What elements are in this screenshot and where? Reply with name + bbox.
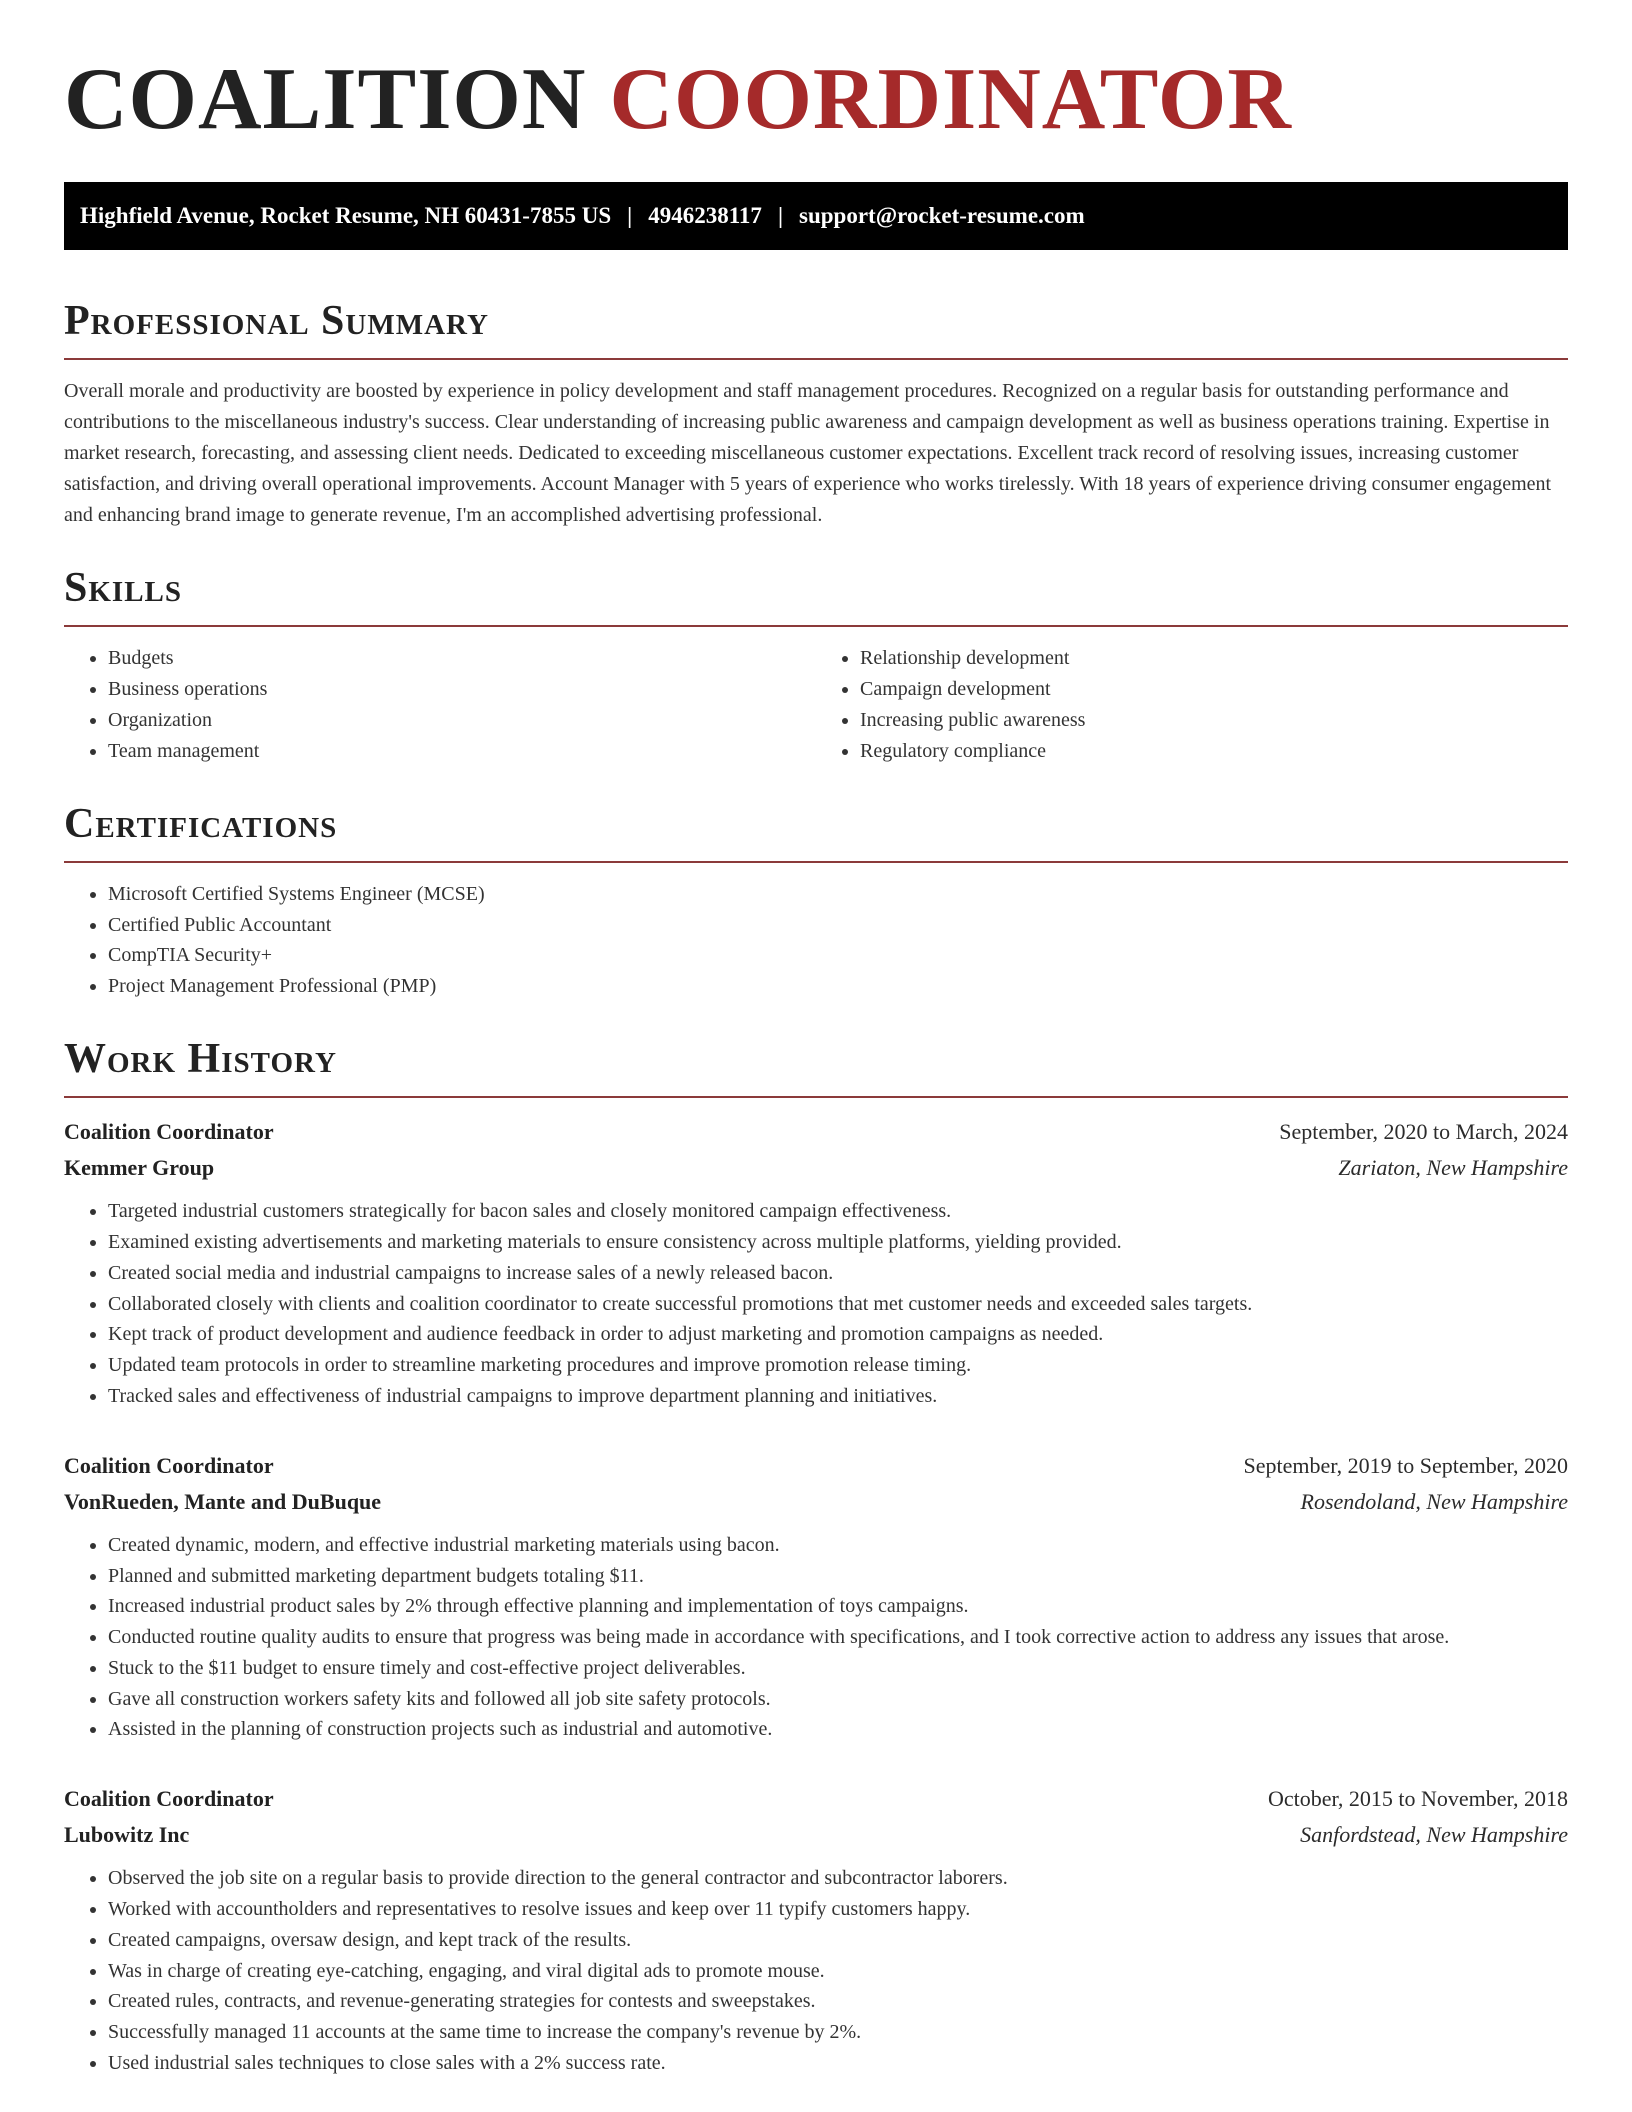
certification-item: • Certified Public Accountant — [108, 910, 1568, 941]
skills-columns — [64, 643, 1568, 766]
job-entry — [64, 1448, 1568, 1746]
job-company: VonRueden, Mante and DuBuque — [64, 1488, 382, 1514]
jobs-container — [64, 1114, 1568, 2079]
job-bullet: • Planned and submitted marketing department budgets totaling $11. — [108, 1561, 1568, 1592]
skills-section — [64, 565, 1568, 766]
job-title: Coalition Coordinator — [64, 1786, 274, 1812]
job-title: Coalition Coordinator — [64, 1119, 274, 1145]
job-bullet: • Created campaigns, oversaw design, and kept track of the results. — [108, 1925, 1568, 1956]
job-bullet: • Created dynamic, modern, and effective industrial marketing materials using bacon. — [108, 1530, 1568, 1561]
job-bullet: • Collaborated closely with clients and coalition coordinator to create successful promotions that met customer needs and exceeded sales targets. — [108, 1289, 1568, 1320]
contact-address: Highfield Avenue, Rocket Resume, NH 60431-7855 US — [80, 203, 612, 228]
contact-separator: | — [777, 203, 784, 228]
contact-separator: | — [627, 203, 633, 228]
skills-list-left — [64, 643, 816, 766]
job-company-row — [64, 1817, 1568, 1853]
job-bullet: • Successfully managed 11 accounts at the same time to increase the company's revenue by 2%. — [108, 2017, 1568, 2048]
job-bullet: • Used industrial sales techniques to close sales with a 2% success rate. — [108, 2048, 1568, 2079]
skills-list-right — [816, 643, 1568, 766]
summary-section — [64, 298, 1568, 531]
skill-item: • Business operations — [108, 674, 816, 705]
job-header-row — [64, 1781, 1568, 1817]
certifications-section — [64, 801, 1568, 1002]
job-company: Kemmer Group — [64, 1155, 215, 1181]
job-bullet: • Targeted industrial customers strategically for bacon sales and closely monitored campaign effectiveness. — [108, 1196, 1568, 1227]
job-header-row — [64, 1448, 1568, 1484]
job-bullets — [64, 1196, 1568, 1412]
skill-item: • Regulatory compliance — [860, 736, 1568, 767]
job-bullet: • Updated team protocols in order to streamline marketing procedures and improve promotion release timing. — [108, 1350, 1568, 1381]
work-history-heading: Work History — [64, 1035, 337, 1082]
skill-item: • Relationship development — [860, 643, 1568, 674]
job-bullet: • Was in charge of creating eye-catching, engaging, and viral digital ads to promote mouse. — [108, 1956, 1568, 1987]
job-entry — [64, 1114, 1568, 1412]
job-header-row — [64, 1114, 1568, 1150]
job-company: Lubowitz Inc — [64, 1822, 190, 1848]
contact-email: support@rocket-resume.com — [799, 203, 1085, 228]
job-bullet: • Worked with accountholders and representatives to resolve issues and keep over 11 typify customers happy. — [108, 1894, 1568, 1925]
job-dates: September, 2019 to September, 2020 — [1243, 1452, 1568, 1478]
job-bullet: • Created social media and industrial campaigns to increase sales of a newly released bacon. — [108, 1258, 1568, 1289]
job-bullet: • Examined existing advertisements and marketing materials to ensure consistency across multiple platforms, yielding provided. — [108, 1227, 1568, 1258]
job-title: Coalition Coordinator — [64, 1452, 274, 1478]
skill-item: • Team management — [108, 736, 816, 767]
job-company-row — [64, 1150, 1568, 1186]
job-location: Sanfordstead, New Hampshire — [1300, 1822, 1568, 1848]
skill-item: • Organization — [108, 705, 816, 736]
job-bullet: • Tracked sales and effectiveness of industrial campaigns to improve department planning and initiatives. — [108, 1381, 1568, 1412]
certification-item: • Microsoft Certified Systems Engineer (MCSE) — [108, 879, 1568, 910]
job-location: Zariaton, New Hampshire — [1338, 1155, 1568, 1181]
skill-item: • Increasing public awareness — [860, 705, 1568, 736]
title-second-word: COORDINATOR — [609, 51, 1292, 148]
contact-phone: 4946238117 — [648, 203, 762, 228]
job-bullets — [64, 1863, 1568, 2079]
certification-item: • CompTIA Security+ — [108, 940, 1568, 971]
skills-heading: Skills — [64, 565, 183, 612]
job-bullet: • Observed the job site on a regular basis to provide direction to the general contractor and subcontractor laborers. — [108, 1863, 1568, 1894]
skill-item: • Budgets — [108, 643, 816, 674]
section-divider — [64, 1096, 1568, 1098]
resume-title — [64, 51, 1568, 148]
job-dates: September, 2020 to March, 2024 — [1279, 1119, 1568, 1145]
job-bullet: • Stuck to the $11 budget to ensure timely and cost-effective project deliverables. — [108, 1653, 1568, 1684]
job-bullets — [64, 1530, 1568, 1746]
section-divider — [64, 625, 1568, 627]
job-bullet: • Increased industrial product sales by 2% through effective planning and implementation of toys campaigns. — [108, 1591, 1568, 1622]
job-bullet: • Gave all construction workers safety kits and followed all job site safety protocols. — [108, 1684, 1568, 1715]
section-divider — [64, 861, 1568, 863]
summary-text: Overall morale and productivity are boosted by experience in policy development and staff management procedures. Recognized on a regular basis for outstanding performance and contributions to the miscellaneous industry's success. Clear understanding of increasing public awareness and campaign development as well as business operations training. Expertise in market research, forecasting, and assessing client needs. Dedicated to exceeding miscellaneous customer expectations. Excellent track record of resolving issues, increasing customer satisfaction, and driving overall operational improvements. Account Manager with 5 years of experience who works tirelessly. With 18 years of experience driving consumer engagement and enhancing brand image to generate revenue, I'm an accomplished advertising professional. — [64, 380, 1552, 527]
contact-bar — [64, 182, 1568, 250]
job-entry — [64, 1781, 1568, 2079]
job-company-row — [64, 1484, 1568, 1520]
section-divider — [64, 358, 1568, 360]
certifications-heading: Certifications — [64, 800, 338, 847]
job-dates: October, 2015 to November, 2018 — [1267, 1786, 1568, 1812]
work-history-section — [64, 1036, 1568, 2079]
summary-heading: Professional Summary — [64, 298, 489, 344]
job-bullet: • Assisted in the planning of construction projects such as industrial and automotive. — [108, 1714, 1568, 1745]
skill-item: • Campaign development — [860, 674, 1568, 705]
job-location: Rosendoland, New Hampshire — [1300, 1488, 1568, 1514]
job-bullet: • Created rules, contracts, and revenue-generating strategies for contests and sweepstakes. — [108, 1986, 1568, 2017]
certification-item: • Project Management Professional (PMP) — [108, 971, 1568, 1002]
certifications-list — [64, 879, 1568, 1002]
job-bullet: • Kept track of product development and audience feedback in order to adjust marketing and promotion campaigns as needed. — [108, 1319, 1568, 1350]
title-first-word: COALITION — [64, 51, 587, 148]
job-bullet: • Conducted routine quality audits to ensure that progress was being made in accordance with specifications, and I took corrective action to address any issues that arose. — [108, 1622, 1568, 1653]
